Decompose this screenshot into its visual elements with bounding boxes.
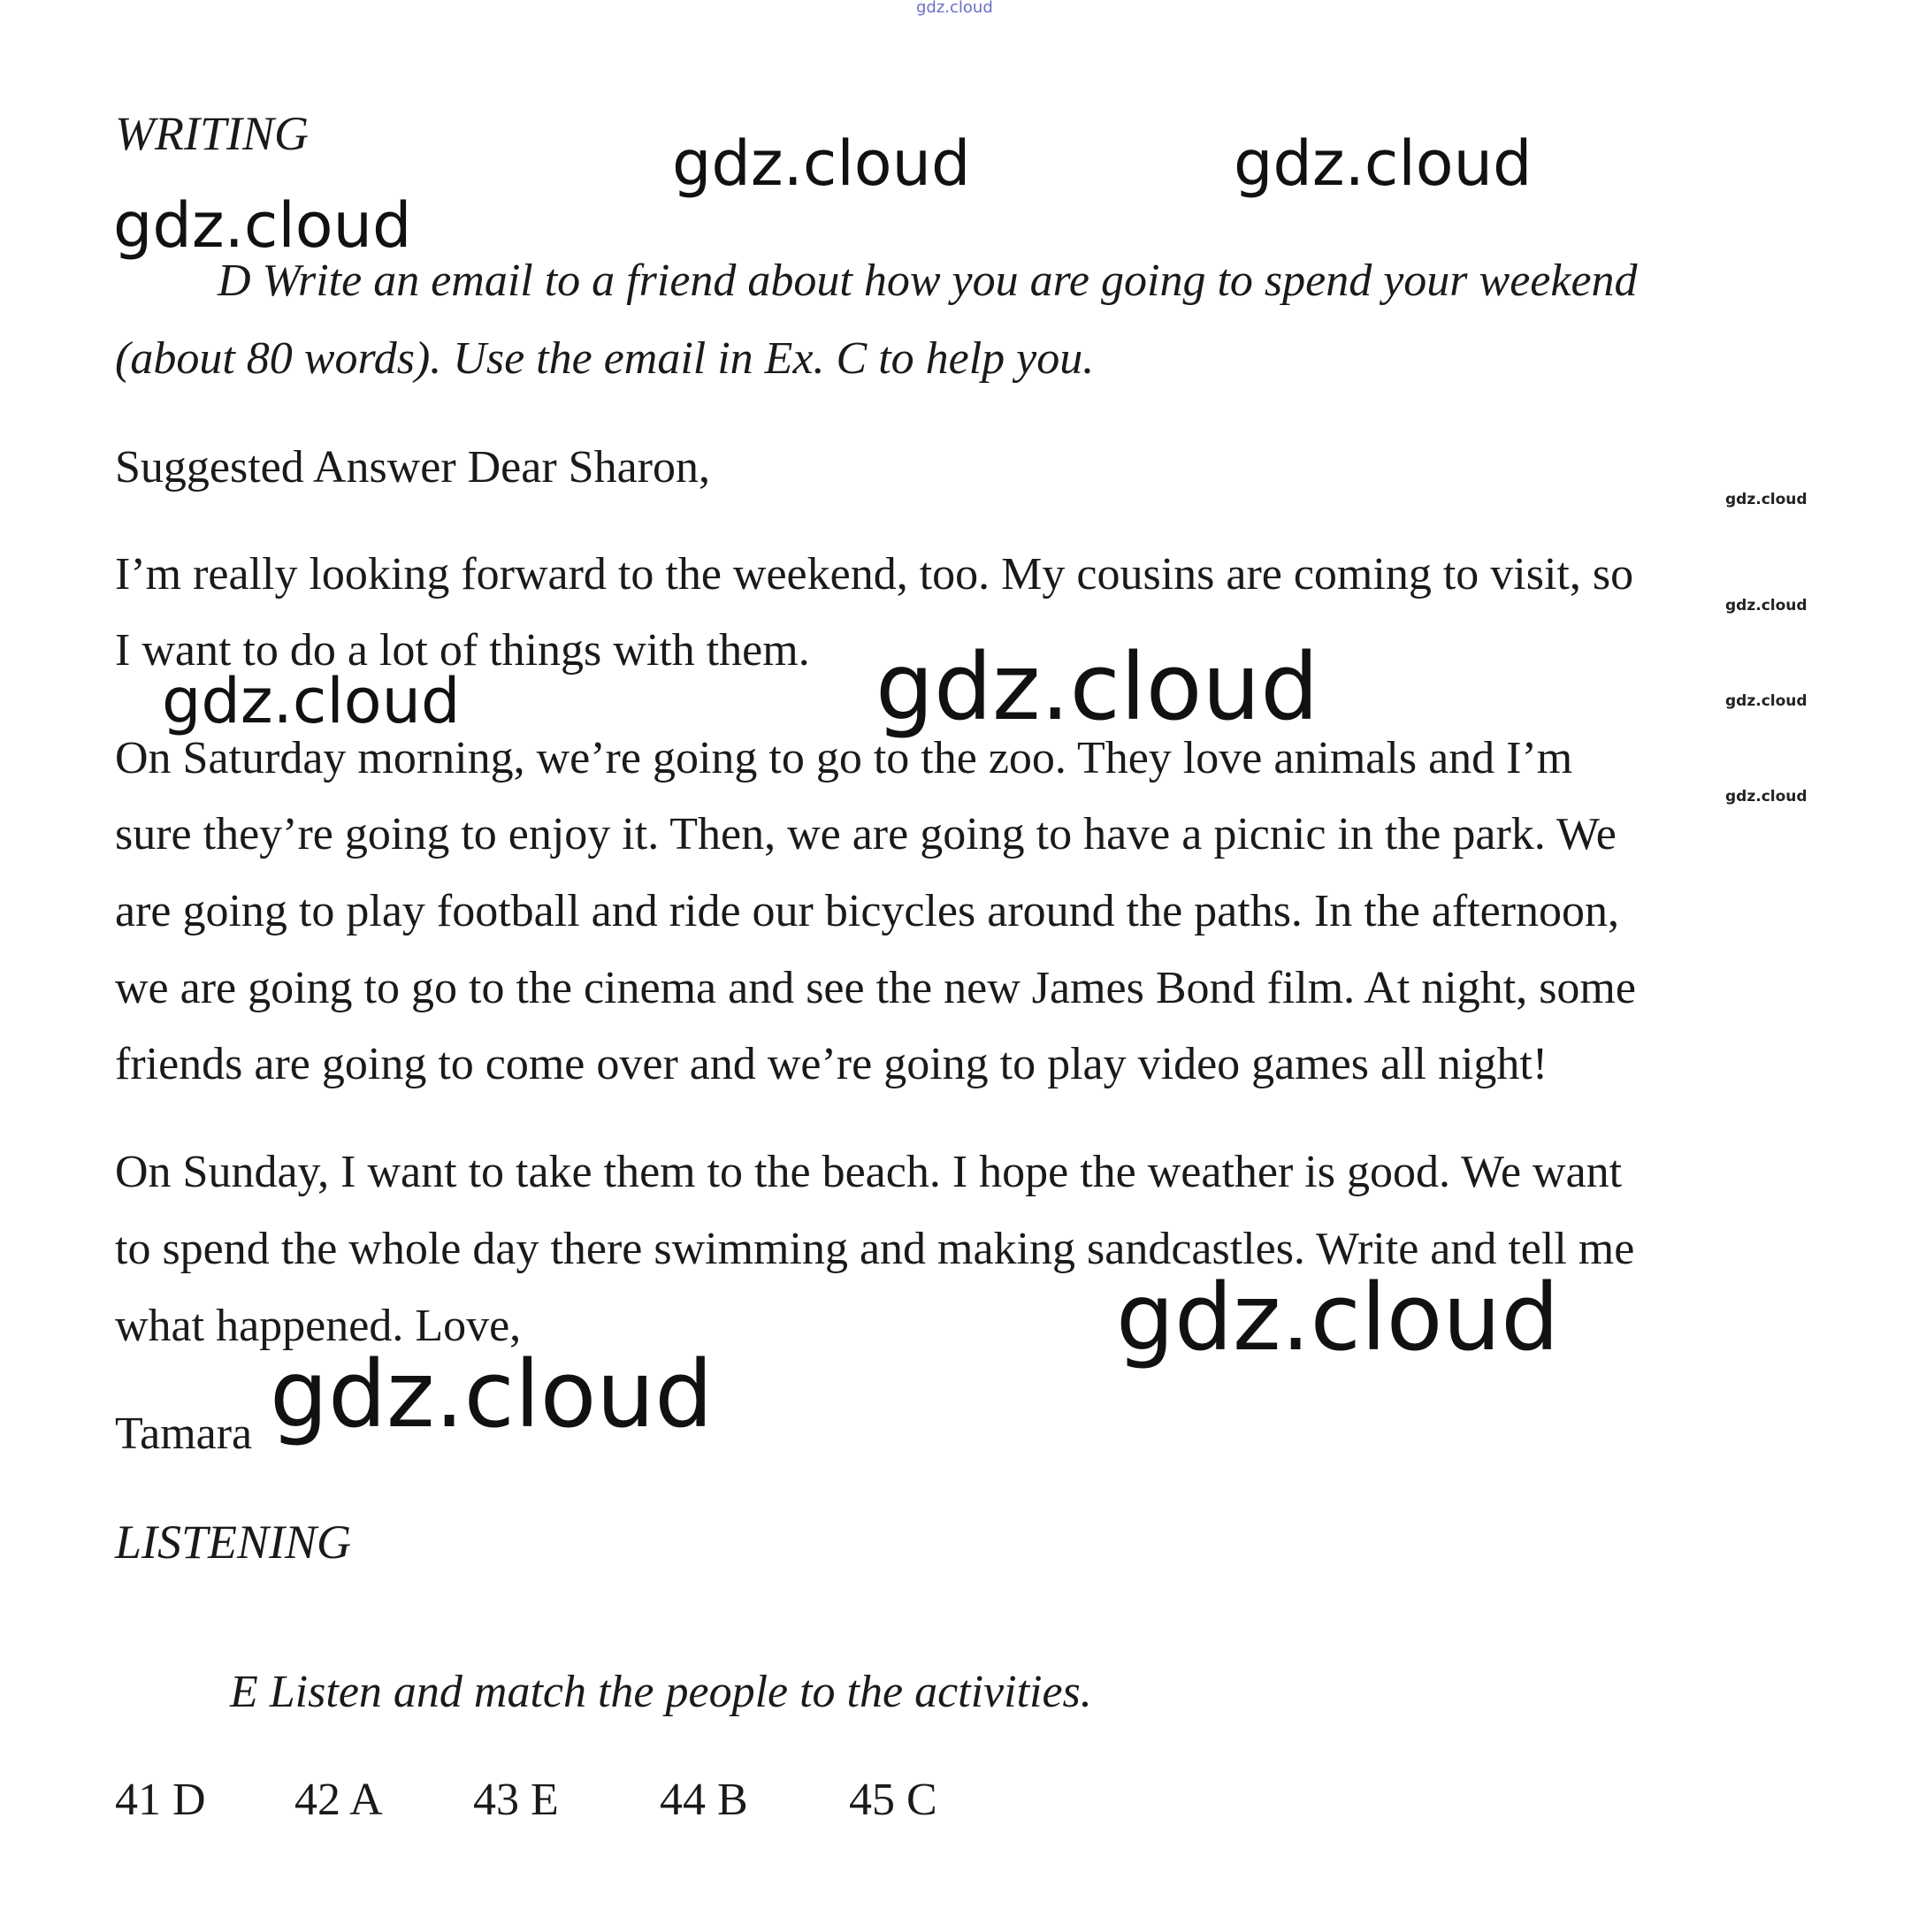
watermark-small: gdz.cloud: [1725, 788, 1808, 806]
watermark: gdz.cloud: [672, 127, 971, 200]
answer-item: 44 B: [660, 1775, 748, 1825]
answer-item: 45 C: [849, 1775, 937, 1825]
email-greeting: Suggested Answer Dear Sharon,: [115, 442, 710, 493]
email-paragraph-3-line: On Sunday, I want to take them to the beach. I hope the weather is good. We want: [115, 1147, 1623, 1197]
email-paragraph-2-line: are going to play football and ride our bicycles around the paths. In the afternoon,: [115, 886, 1620, 936]
listening-task: E Listen and match the people to the activities.: [230, 1667, 1092, 1717]
watermark-small: gdz.cloud: [1725, 597, 1808, 615]
watermark: gdz.cloud: [113, 189, 412, 262]
watermark-top: gdz.cloud: [916, 0, 993, 17]
email-paragraph-2-line: On Saturday morning, we’re going to go to the zoo. They love animals and I’m: [115, 733, 1573, 783]
email-paragraph-2-line: sure they’re going to enjoy it. Then, we are going to have a picnic in the park. We: [115, 809, 1617, 859]
email-paragraph-3-line: what happened. Love,: [115, 1301, 522, 1351]
answer-item: 43 E: [473, 1775, 559, 1825]
email-paragraph-2-line: friends are going to come over and we’re going to play video games all night!: [115, 1039, 1548, 1089]
email-paragraph-2-line: we are going to go to the cinema and see the new James Bond film. At night, some: [115, 963, 1636, 1013]
answer-item: 42 A: [294, 1775, 383, 1825]
watermark: gdz.cloud: [162, 665, 461, 737]
writing-heading: WRITING: [115, 107, 309, 160]
listening-heading: LISTENING: [115, 1516, 352, 1569]
email-paragraph-3-line: to spend the whole day there swimming and making sandcastles. Write and tell me: [115, 1224, 1635, 1274]
watermark-small: gdz.cloud: [1725, 491, 1808, 508]
watermark-small: gdz.cloud: [1725, 692, 1808, 710]
answer-item: 41 D: [115, 1775, 206, 1825]
writing-task-line-2: (about 80 words). Use the email in Ex. C to help you.: [115, 333, 1095, 384]
email-paragraph-1-line: I’m really looking forward to the weekend, too. My cousins are coming to visit, so: [115, 549, 1634, 599]
writing-task-line-1: D Write an email to a friend about how you are going to spend your weekend: [218, 256, 1638, 306]
watermark-large: gdz.cloud: [875, 633, 1319, 741]
email-signature: Tamara: [115, 1409, 253, 1459]
watermark: gdz.cloud: [1234, 127, 1533, 200]
email-paragraph-1-line: I want to do a lot of things with them.: [115, 625, 810, 676]
watermark-large: gdz.cloud: [270, 1340, 714, 1448]
watermark-large: gdz.cloud: [1116, 1264, 1560, 1371]
